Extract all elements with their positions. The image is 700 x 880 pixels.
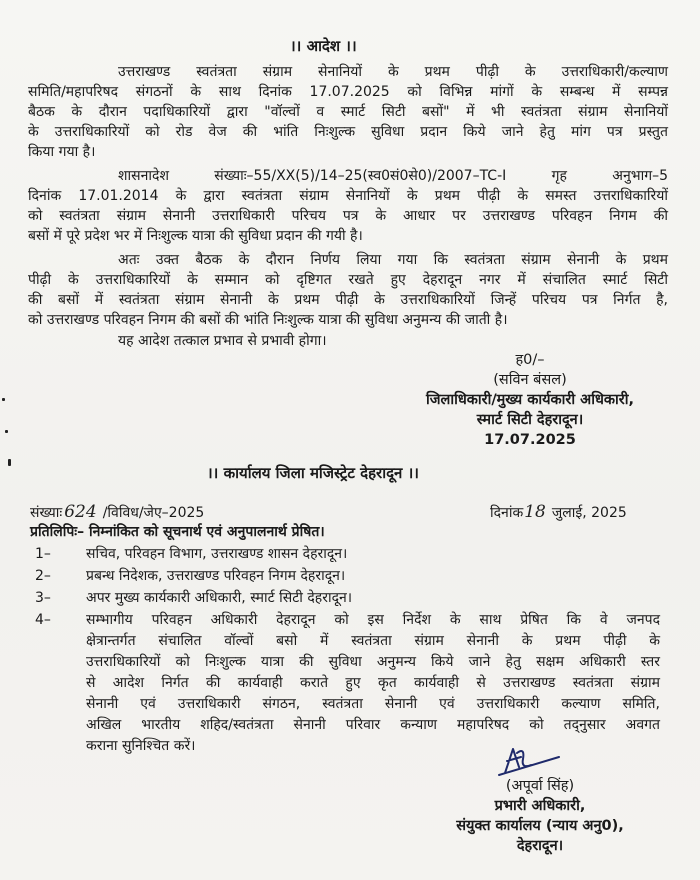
- item-number: 1–: [35, 546, 51, 562]
- signatory-designation: जिलाधिकारी/मुख्य कार्यकारी अधिकारी,: [425, 392, 635, 408]
- item-text: अखिल भारतीय शहिद/स्वतंत्रता सेनानी परिवार कन्याण महापरिषद को तद्नुसार अवगत: [86, 717, 660, 733]
- item-text: सम्भागीय परिवहन अधिकारी देहरादून को इस निर्देश के साथ प्रेषित कि वे जनपद: [86, 612, 660, 628]
- signatory-name: (सविन बंसल): [493, 372, 567, 388]
- item-text: सचिव, परिवहन विभाग, उत्तराखण्ड शासन देहरादून।: [86, 546, 348, 562]
- number-label: संख्याः: [30, 505, 63, 521]
- item-text: प्रबन्ध निदेशक, उत्तराखण्ड परिवहन निगम देहरादून।: [86, 568, 346, 584]
- para2-line: शासनादेश संख्याः–55/XX(5)/14–25(स्व0सं0से0)/2007–TC-I गृह अनुभाग–5: [118, 168, 668, 184]
- handwritten-number: 624: [64, 502, 97, 522]
- item-text: सेनानी एवं उत्तराधिकारी संगठन, स्वतंत्रता सेनानी एवं उत्तराधिकारी कल्याण समिति,: [86, 696, 660, 712]
- officer-name: (अपूर्वा सिंह): [505, 778, 575, 794]
- date-label: दिनांक: [490, 505, 524, 521]
- signed-mark: ह0/–: [515, 352, 545, 368]
- order-date: 17.07.2025: [484, 432, 576, 448]
- endorsement-date: [490, 502, 627, 523]
- copy-to-line: प्रतिलिपिः– निम्नांकित को सूचनार्थ एवं अनुपालनार्थ प्रेषित।: [30, 524, 325, 540]
- officer-place: देहरादून।: [516, 838, 564, 854]
- para1-line: किया गया है।: [28, 144, 96, 160]
- signatory-office: स्मार्ट सिटी देहरादून।: [476, 412, 584, 428]
- margin-speck: [2, 398, 5, 401]
- item-text: कराना सुनिश्चित करें।: [86, 738, 196, 754]
- para1-line: समिति/महापरिषद संगठनों के साथ दिनांक 17.07.2025 को विभिन्न मांगों के सम्बन्ध में सम्पन्न: [28, 84, 668, 100]
- handwritten-date: 18: [524, 502, 546, 522]
- para2-line: बसों में पूरे प्रदेश भर में निःशुल्क यात्रा की सुविधा प्रदान की गयी है।: [28, 228, 363, 244]
- number-suffix: /विविध/जेए–2025: [102, 505, 205, 521]
- item-text: अपर मुख्य कार्यकारी अधिकारी, स्मार्ट सिटी देहरादून।: [86, 590, 353, 606]
- para3-line: को उत्तराखण्ड परिवहन निगम की बसों की भांति निःशुल्क यात्रा की सुविधा अनुमन्य की जाती है।: [28, 312, 508, 328]
- para3-line: पीढ़ी के उत्तराधिकारियों के सम्मान को दृष्टिगत रखते हुए देहरादून नगर में संचालित स्मार्ट सिटी: [28, 272, 668, 288]
- handwritten-signature: [495, 743, 565, 777]
- para3-line: अतः उक्त बैठक के दौरान निर्णय लिया गया कि स्वतंत्रता संग्राम सेनानी के प्रथम: [118, 252, 668, 268]
- para1-line: बैठक के दौरान पदाधिकारियों द्वारा "वॉल्वों व स्मार्ट सिटी बसों" में भी स्वतंत्रता संग्राम सेनानियों: [28, 104, 668, 120]
- date-suffix: जुलाई, 2025: [551, 505, 627, 521]
- para2-line: दिनांक 17.01.2014 के द्वारा स्वतंत्रता संग्राम सेनानियों के प्रथम पीढ़ी के समस्त उत्तराधिकारियों: [28, 188, 668, 204]
- para3-line: की बसों में स्वतंत्रता संग्राम सेनानी के प्रथम पीढ़ी के उत्तराधिकारियों जिन्हें परिचय पत्र निर्गत है,: [28, 292, 668, 308]
- item-number: 2–: [35, 568, 51, 584]
- para1-line: के उत्तराधिकारियों को रोड वेज की भांति निःशुल्क सुविधा प्रदान किये जाने हेतु मांग पत्र प्रस्तुत: [28, 124, 668, 140]
- item-number: 3–: [35, 590, 51, 606]
- para1-line: उत्तराखण्ड स्वतंत्रता संग्राम सेनानियों के प्रथम पीढ़ी के उत्तराधिकारी/कल्याण: [118, 64, 668, 80]
- reference-number: [30, 502, 204, 523]
- item-text: से आदेश निर्गत की कार्यवाही कराते हुए कृत कार्यवाही से उत्तराखण्ड स्वतंत्रता संग्राम: [86, 675, 660, 691]
- para4: यह आदेश तत्काल प्रभाव से प्रभावी होगा।: [118, 333, 327, 349]
- para2-line: को स्वतंत्रता संग्राम सेनानी उत्तराधिकारी परिचय पत्र के आधार पर उत्तराखण्ड परिवहन निगम की: [28, 208, 668, 224]
- officer-designation: प्रभारी अधिकारी,: [494, 798, 586, 814]
- endorsement-heading: ।। कार्यालय जिला मजिस्ट्रेट देहरादून ।।: [207, 464, 419, 482]
- item-text: क्षेत्रान्तर्गत संचालित वॉल्वों बसो में स्वतंत्रता संग्राम सेनानी के प्रथम पीढ़ी के: [86, 633, 660, 649]
- order-heading: ।। आदेश ।।: [290, 37, 357, 55]
- margin-speck: [8, 459, 11, 466]
- officer-office: संयुक्त कार्यालय (न्याय अनु0),: [456, 818, 624, 834]
- item-text: उत्तराधिकारियों को निःशुल्क यात्रा की सुविधा अनुमन्य किये जाने हेतु सक्षम अधिकारी स्तर: [86, 654, 660, 670]
- margin-speck: [5, 430, 8, 433]
- item-number: 4–: [35, 612, 51, 628]
